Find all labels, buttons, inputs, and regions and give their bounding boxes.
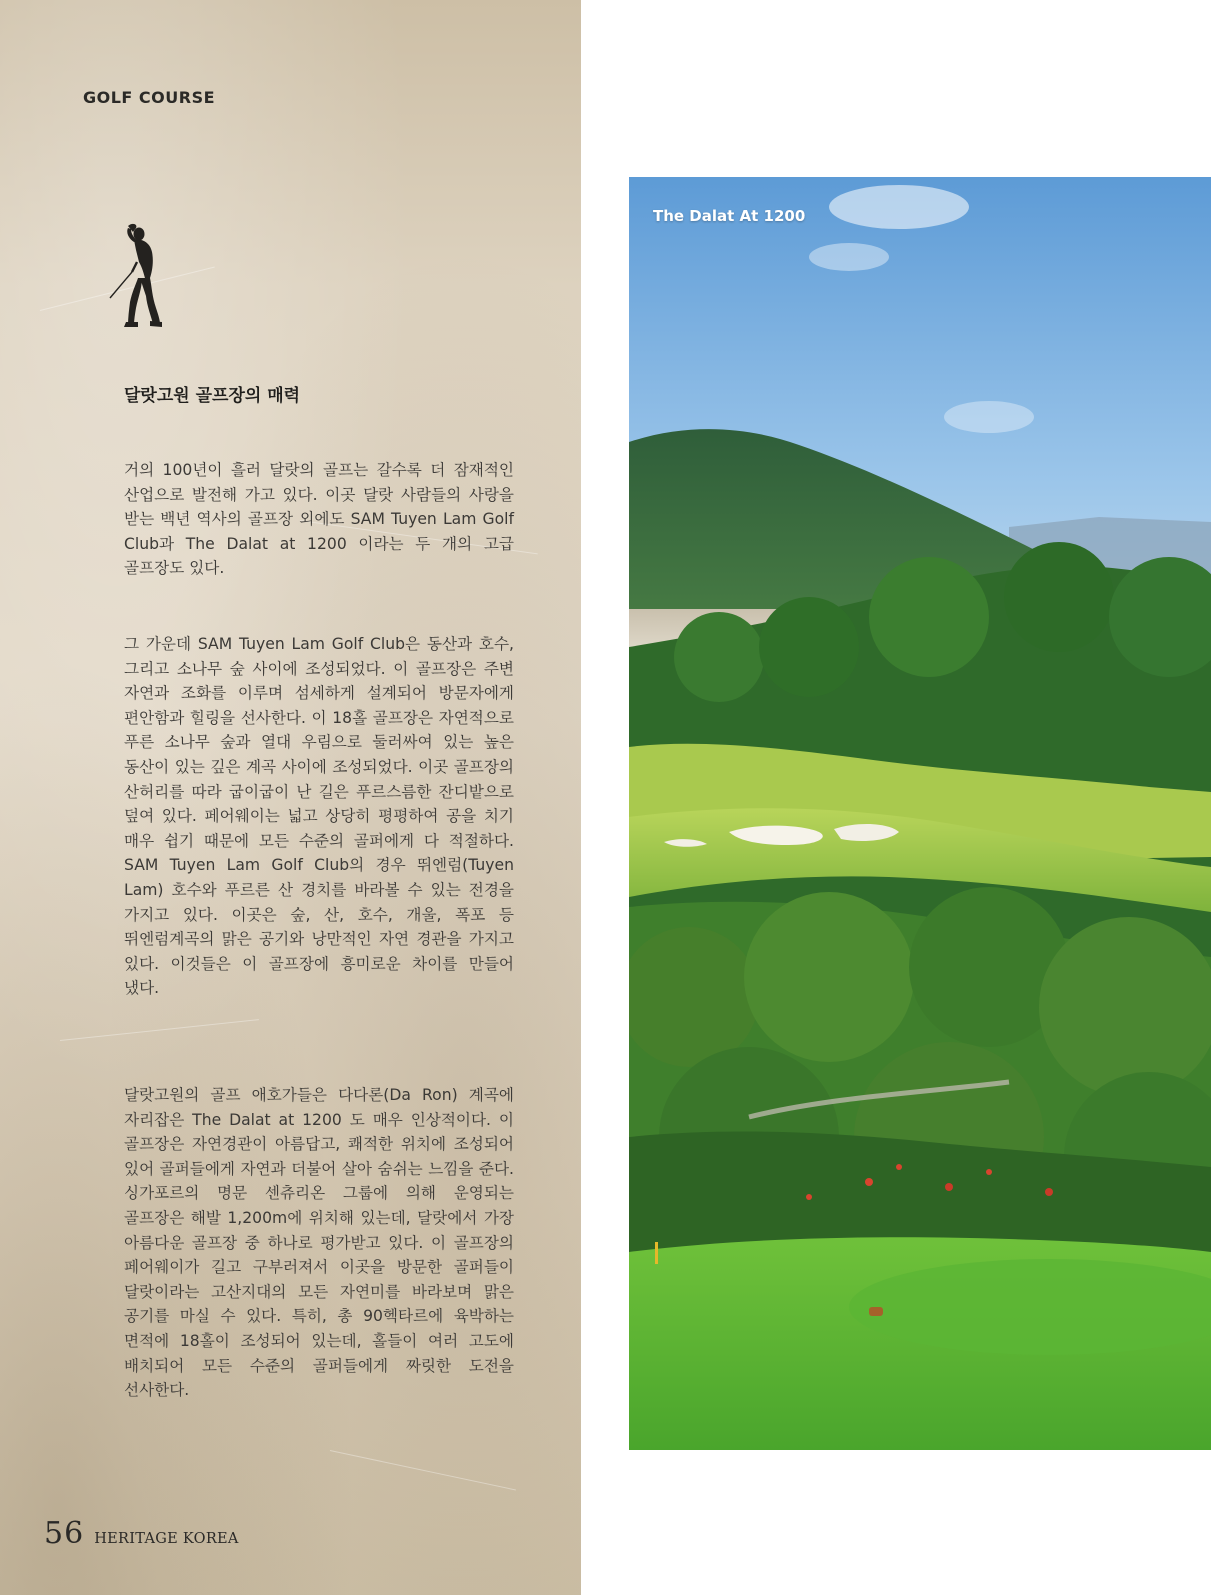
golfer-icon	[106, 222, 168, 328]
paper-texture	[330, 1450, 516, 1490]
article-heading: 달랏고원 골프장의 매력	[124, 386, 301, 406]
golf-course-photo	[629, 177, 1211, 1450]
photo-caption: The Dalat At 1200	[653, 207, 806, 225]
page-footer	[44, 1516, 239, 1551]
paragraph: 거의 100년이 흘러 달랏의 골프는 갈수록 더 잠재적인 산업으로 발전해 가고 있다. 이곳 달랏 사람들의 사랑을 받는 백년 역사의 골프장 외에도 SAM Tuyen Lam Golf Club과 The Dalat at 1200 이라는 두 개의 고급 골프장도 있다.	[124, 461, 514, 578]
paragraph: 그 가운데 SAM Tuyen Lam Golf Club은 동산과 호수, 그리고 소나무 숲 사이에 조성되었다. 이 골프장은 주변 자연과 조화를 이루며 섬세하게 설계되어 방문자에게 편안함과 힐링을 선사한다. 이 18홀 골프장은 자연적으로 푸른 소나무 숲과 열대 우림으로 둘러싸여 있는 높은 동산이 있는 깊은 계곡 사이에 조성되었다. 이곳 골프장의 산허리를 따라 굽이굽이 난 길은 푸르스름한 잔디밭으로 덮여 있다. 페어웨이는 넓고 상당히 평평하여 공을 치기 매우 쉽기 때문에 모든 수준의 골퍼에게 다 적절하다. SAM Tuyen Lam Golf Club의 경우 뛰엔럼(Tuyen Lam) 호수와 푸르른 산 경치를 바라볼 수 있는 전경을 가지고 있다. 이곳은 숲, 산, 호수, 개울, 폭포 등 뛰엔럼계곡의 맑은 공기와 낭만적인 자연 경관을 가지고 있다. 이것들은 이 골프장에 흥미로운 차이를 만들어 냈다.	[124, 635, 514, 998]
page-number: 56	[44, 1516, 85, 1551]
magazine-name: HERITAGE KOREA	[94, 1531, 239, 1547]
paragraph: 달랏고원의 골프 애호가들은 다다론(Da Ron) 계곡에 자리잡은 The Dalat at 1200 도 매우 인상적이다. 이 골프장은 자연경관이 아름답고, 쾌적한 위치에 조성되어 있어 골퍼들에게 자연과 더불어 살아 숨쉬는 느낌을 준다. 싱가포르의 명문 센츄리온 그룹에 의해 운영되는 골프장은 해발 1,200m에 위치해 있는데, 달랏에서 가장 아름다운 골프장 중 하나로 평가받고 있다. 이 골프장의 페어웨이가 길고 구부러져서 이곳을 방문한 골퍼들이 달랏이라는 고산지대의 모든 자연미를 바라보며 맑은 공기를 마실 수 있다. 특히, 총 90헥타르에 육박하는 면적에 18홀이 조성되어 있는데, 홀들이 여러 고도에 배치되어 모든 수준의 골퍼들에게 짜릿한 도전을 선사한다.	[124, 1086, 514, 1400]
section-label: GOLF COURSE	[83, 88, 216, 107]
golf-landscape-image	[629, 177, 1211, 1450]
paper-texture	[60, 1019, 259, 1041]
left-text-panel	[0, 0, 581, 1595]
